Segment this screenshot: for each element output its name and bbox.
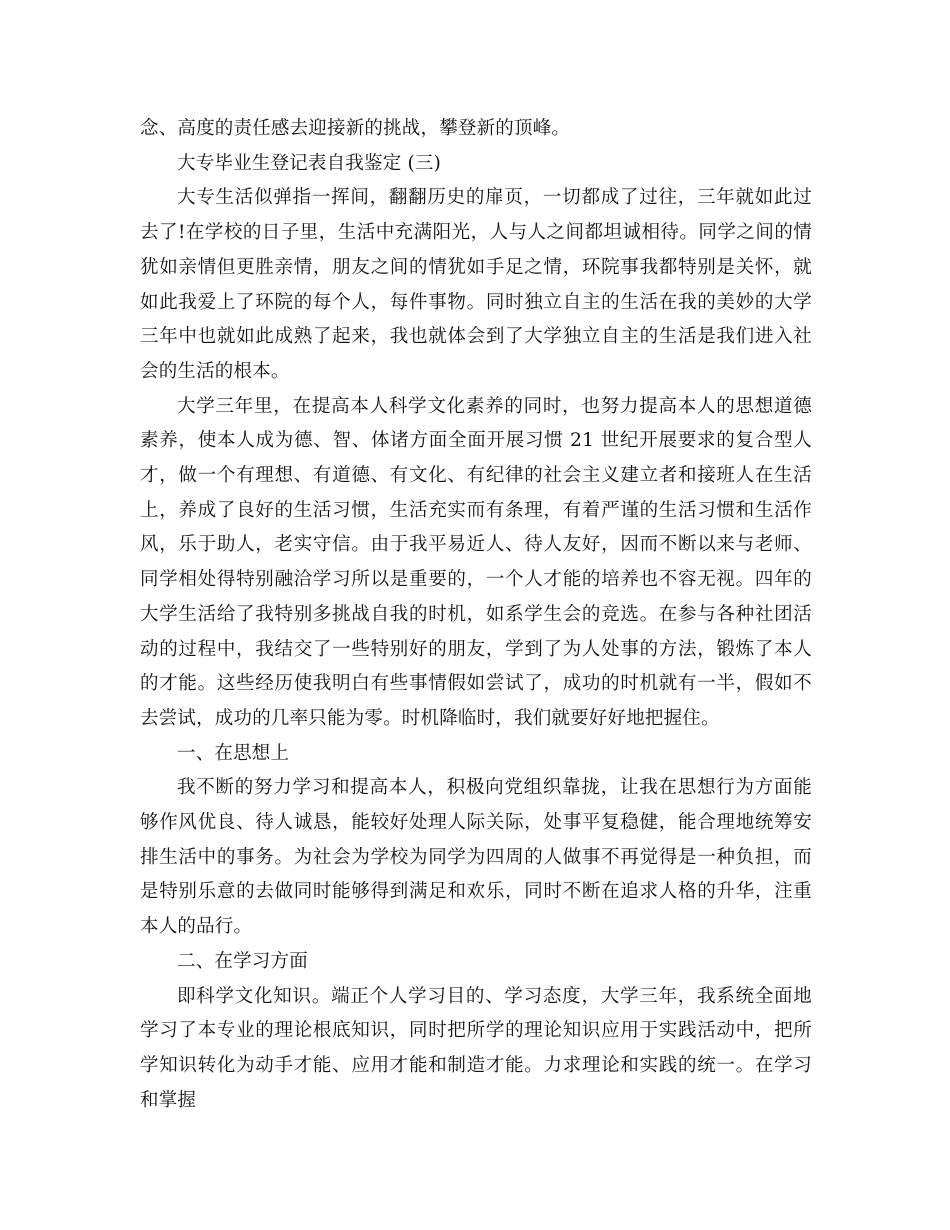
paragraph-college-life: 大专生活似弹指一挥间，翻翻历史的扉页，一切都成了过往，三年就如此过去了!在学校的日子里，生活中充满阳光，人与人之间都坦诚相待。同学之间的情犹如亲情但更胜亲情，朋友之间的情犹如手足之情，环院事我都特别是关怀，就如此我爱上了环院的每个人，每件事物。同时独立自主的生活在我的美妙的大学三年中也就如此成熟了起来，我也就体会到了大学独立自主的生活是我们进入社会的生活的根本。 <box>140 187 812 382</box>
section-title: 大专毕业生登记表自我鉴定 (三) <box>177 152 442 174</box>
paragraph-continuation: 念、高度的责任感去迎接新的挑战，攀登新的顶峰。 <box>140 118 571 139</box>
paragraph-study: 即科学文化知识。端正个人学习目的、学习态度，大学三年，我系统全面地学习了本专业的理论根底知识，同时把所学的理论知识应用于实践活动中，把所学知识转化为动手才能、应用才能和制造才能。力求理论和实践的统一。在学习和掌握 <box>140 985 812 1111</box>
subheading-thought: 一、在思想上 <box>177 742 290 764</box>
paragraph-three-years: 大学三年里，在提高本人科学文化素养的同时，也努力提高本人的思想道德素养，使本人成为德、智、体诸方面全面开展习惯 21 世纪开展要求的复合型人才，做一个有理想、有道德、有文化、有纪律的社会主义建立者和接班人在生活上，养成了良好的生活习惯，生活充实而有条理，有着严谨的生活习惯和生活作风，乐于助人，老实守信。由于我平易近人、待人友好，因而不断以来与老师、同学相处得特别融洽学习所以是重要的，一个人才能的培养也不容无视。四年的大学生活给了我特别多挑战自我的时机，如系学生会的竞选。在参与各种社团活动的过程中，我结交了一些特别好的朋友，学到了为人处事的方法，锻炼了本人的才能。这些经历使我明白有些事情假如尝试了，成功的时机就有一半，假如不去尝试，成功的几率只能为零。时机降临时，我们就要好好地把握住。 <box>140 395 812 729</box>
paragraph-thought: 我不断的努力学习和提高本人，积极向党组织靠拢，让我在思想行为方面能够作风优良、待人诚恳，能较好处理人际关际，处事平复稳健，能合理地统筹安排生活中的事务。为社会为学校为同学为四周的人做事不再觉得是一种负担，而是特别乐意的去做同时能够得到满足和欢乐，同时不断在追求人格的升华，注重本人的品行。 <box>140 777 812 938</box>
subheading-study: 二、在学习方面 <box>177 950 308 972</box>
document-body <box>140 112 812 1118</box>
